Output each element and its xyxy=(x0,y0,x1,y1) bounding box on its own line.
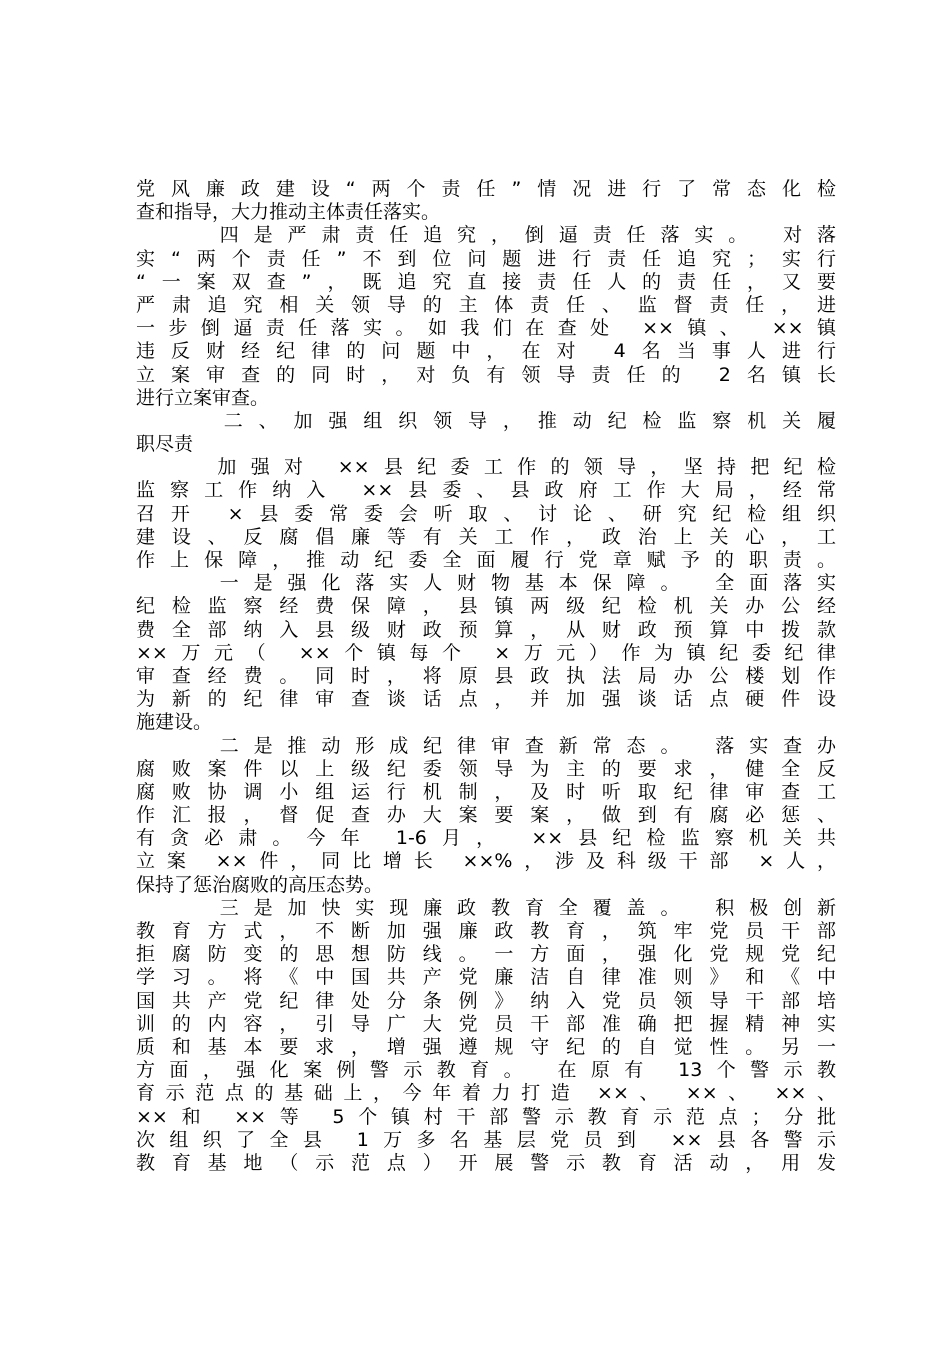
text-line: 作汇报，督促查办大案要案，做到有腐必惩、 xyxy=(136,804,836,827)
text-line: 育示范点的基础上，今年着力打造 ××、 ××、 ××、 xyxy=(136,1082,836,1105)
text-line: 四是严肃责任追究，倒逼责任落实。 对落 xyxy=(136,224,836,247)
text-line: 查和指导，大力推动主体责任落实。 xyxy=(136,201,441,224)
text-line: 三是加快实现廉政教育全覆盖。 积极创新 xyxy=(136,896,836,919)
text-line: 加强对 ××县纪委工作的领导，坚持把纪检 xyxy=(136,456,836,479)
text-line: 教育方式，不断加强廉政教育，筑牢党员干部 xyxy=(136,920,836,942)
text-line: 费全部纳入县级财政预算，从财政预算中拨款 xyxy=(136,618,836,641)
text-line: 作上保障，推动纪委全面履行党章赋予的职责。 xyxy=(136,549,836,571)
text-line: 保持了惩治腐败的高压态势。 xyxy=(136,873,384,896)
text-line: 二、加强组织领导，推动纪检监察机关履 xyxy=(136,409,836,432)
text-line: 二是推动形成纪律审查新常态。 落实查办 xyxy=(136,734,836,757)
text-line: 召开 ×县委常委会听取、讨论、研究纪检组织 xyxy=(136,502,836,525)
text-line: “一案双查”，既追究直接责任人的责任，又要 xyxy=(136,270,836,293)
text-line: 质和基本要求，增强遵规守纪的自觉性。另一 xyxy=(136,1035,836,1058)
text-line: 纪检监察经费保障，县镇两级纪检机关办公经 xyxy=(136,595,836,618)
text-line: 立案审查的同时，对负有领导责任的 2名镇长 xyxy=(136,363,836,386)
body-text xyxy=(136,178,836,1175)
text-line: 腐败案件以上级纪委领导为主的要求，健全反 xyxy=(136,757,836,780)
text-line: ××和 ××等 5个镇村干部警示教育示范点；分批 xyxy=(136,1105,836,1128)
text-line: 监察工作纳入 ××县委、县政府工作大局，经常 xyxy=(136,479,836,502)
text-line: 施建设。 xyxy=(136,711,213,734)
text-line: 审查经费。同时，将原县政执法局办公楼划作 xyxy=(136,664,836,687)
text-line: 党风廉政建设“两个责任”情况进行了常态化检 xyxy=(136,178,836,200)
text-line: ××万元（ ××个镇每个 ×万元）作为镇纪委纪律 xyxy=(136,641,836,664)
text-line: 一是强化落实人财物基本保障。 全面落实 xyxy=(136,572,836,595)
text-line: 严肃追究相关领导的主体责任、监督责任，进 xyxy=(136,293,836,316)
text-line: 国共产党纪律处分条例》纳入党员领导干部培 xyxy=(136,989,836,1012)
text-line: 进行立案审查。 xyxy=(136,386,270,409)
text-line: 次组织了全县 1万多名基层党员到 ××县各警示 xyxy=(136,1128,836,1151)
text-line: 方面，强化案例警示教育。 在原有 13个警示教 xyxy=(136,1059,836,1082)
text-line: 实“两个责任”不到位问题进行责任追究；实行 xyxy=(136,247,836,270)
text-line: 违反财经纪律的问题中，在对 4名当事人进行 xyxy=(136,340,836,363)
text-line: 立案 ××件，同比增长 ××%，涉及科级干部 ×人， xyxy=(136,850,836,873)
text-line: 拒腐防变的思想防线。一方面，强化党规党纪 xyxy=(136,943,836,966)
text-line: 训的内容，引导广大党员干部准确把握精神实 xyxy=(136,1012,836,1035)
text-line: 教育基地（示范点）开展警示教育活动，用发 xyxy=(136,1151,836,1174)
text-line: 有贪必肃。今年 1-6月， ××县纪检监察机关共 xyxy=(136,827,836,850)
text-line: 一步倒逼责任落实。如我们在查处 ××镇、 ××镇 xyxy=(136,317,836,340)
text-line: 为新的纪律审查谈话点，并加强谈话点硬件设 xyxy=(136,688,836,711)
text-line: 学习。将《中国共产党廉洁自律准则》和《中 xyxy=(136,966,836,989)
text-line: 职尽责 xyxy=(136,433,194,456)
text-line: 建设、反腐倡廉等有关工作，政治上关心，工 xyxy=(136,525,836,548)
text-line: 腐败协调小组运行机制，及时听取纪律审查工 xyxy=(136,780,836,803)
